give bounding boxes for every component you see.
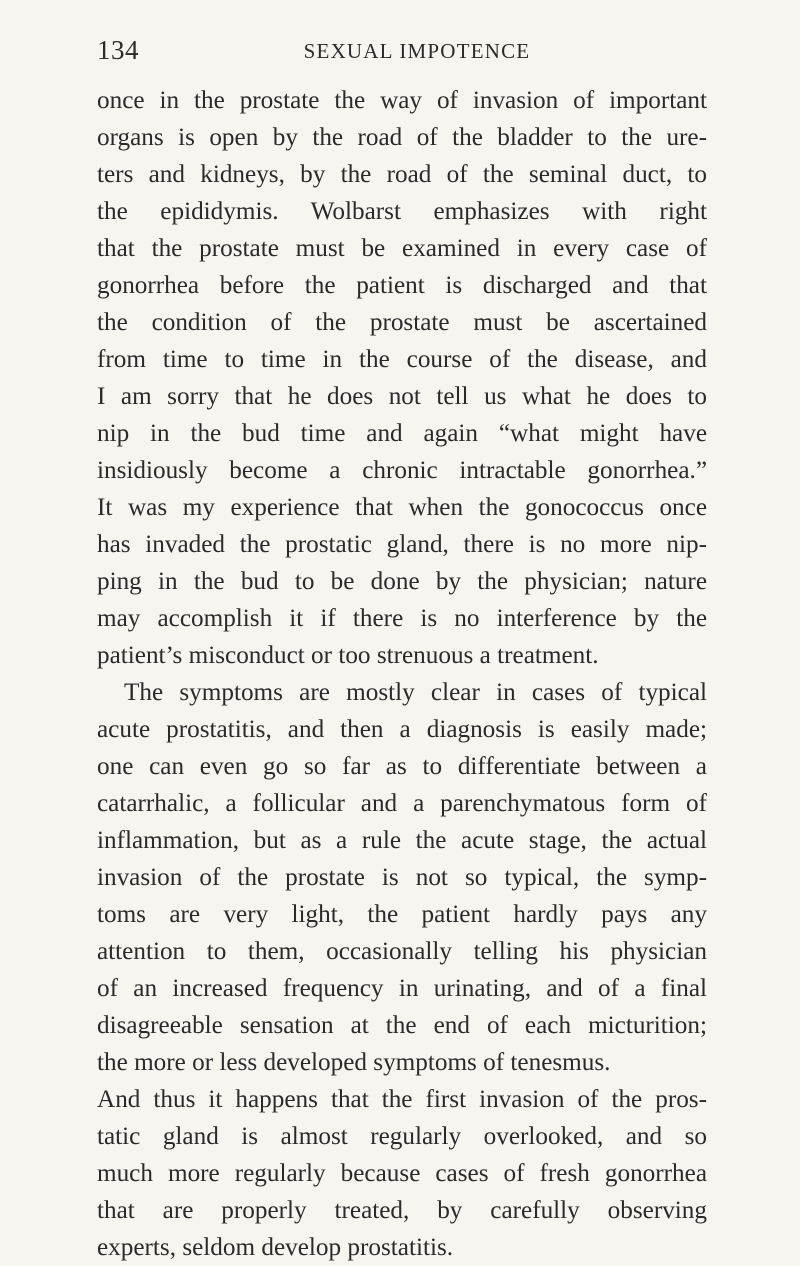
text-line: nip in the bud time and again “what might have	[97, 420, 707, 447]
text-line: has invaded the prostatic gland, there is no more nip-	[97, 531, 707, 558]
text-line: The symptoms are mostly clear in cases of typical	[124, 679, 707, 706]
running-head	[97, 34, 707, 66]
text-line: from time to time in the course of the disease, and	[97, 346, 707, 373]
page-number: 134	[97, 35, 139, 65]
text-line: acute prostatitis, and then a diagnosis is easily made;	[97, 716, 707, 743]
text-line: the more or less developed symptoms of tenesmus.	[97, 1049, 611, 1076]
running-title: SEXUAL IMPOTENCE	[303, 39, 531, 63]
text-line: catarrhalic, a follicular and a parenchymatous form of	[97, 790, 707, 817]
text-line: the condition of the prostate must be ascertained	[97, 309, 707, 336]
text-line: ping in the bud to be done by the physician; nature	[97, 568, 707, 595]
text-line: may accomplish it if there is no interference by the	[97, 605, 707, 632]
text-line: I am sorry that he does not tell us what he does to	[97, 383, 707, 410]
text-line: patient’s misconduct or too strenuous a treatment.	[97, 642, 599, 669]
text-line: ters and kidneys, by the road of the seminal duct, to	[97, 161, 707, 188]
text-line: toms are very light, the patient hardly pays any	[97, 901, 707, 928]
text-line: disagreeable sensation at the end of each micturition;	[97, 1012, 707, 1039]
text-line: insidiously become a chronic intractable gonorrhea.”	[97, 457, 707, 484]
text-line: organs is open by the road of the bladder to the ure-	[97, 124, 707, 151]
text-line: one can even go so far as to differentiate between a	[97, 753, 707, 780]
text-line: the epididymis. Wolbarst emphasizes with right	[97, 198, 707, 225]
text-line: And thus it happens that the first invasion of the pros-	[97, 1086, 707, 1113]
text-line: much more regularly because cases of fresh gonorrhea	[97, 1160, 707, 1187]
text-line: that are properly treated, by carefully observing	[97, 1197, 707, 1224]
text-line: inflammation, but as a rule the acute stage, the actual	[97, 827, 707, 854]
text-line: gonorrhea before the patient is discharged and that	[97, 272, 707, 299]
text-line: experts, seldom develop prostatitis.	[97, 1234, 454, 1261]
text-line: that the prostate must be examined in every case of	[97, 235, 707, 262]
body-text	[97, 82, 707, 1266]
text-line: It was my experience that when the gonococcus once	[97, 494, 707, 521]
text-line: of an increased frequency in urinating, and of a final	[97, 975, 707, 1002]
text-line: attention to them, occasionally telling his physician	[97, 938, 707, 965]
text-line: once in the prostate the way of invasion of important	[97, 87, 707, 114]
text-line: tatic gland is almost regularly overlooked, and so	[97, 1123, 707, 1150]
text-line: invasion of the prostate is not so typical, the symp-	[97, 864, 707, 891]
